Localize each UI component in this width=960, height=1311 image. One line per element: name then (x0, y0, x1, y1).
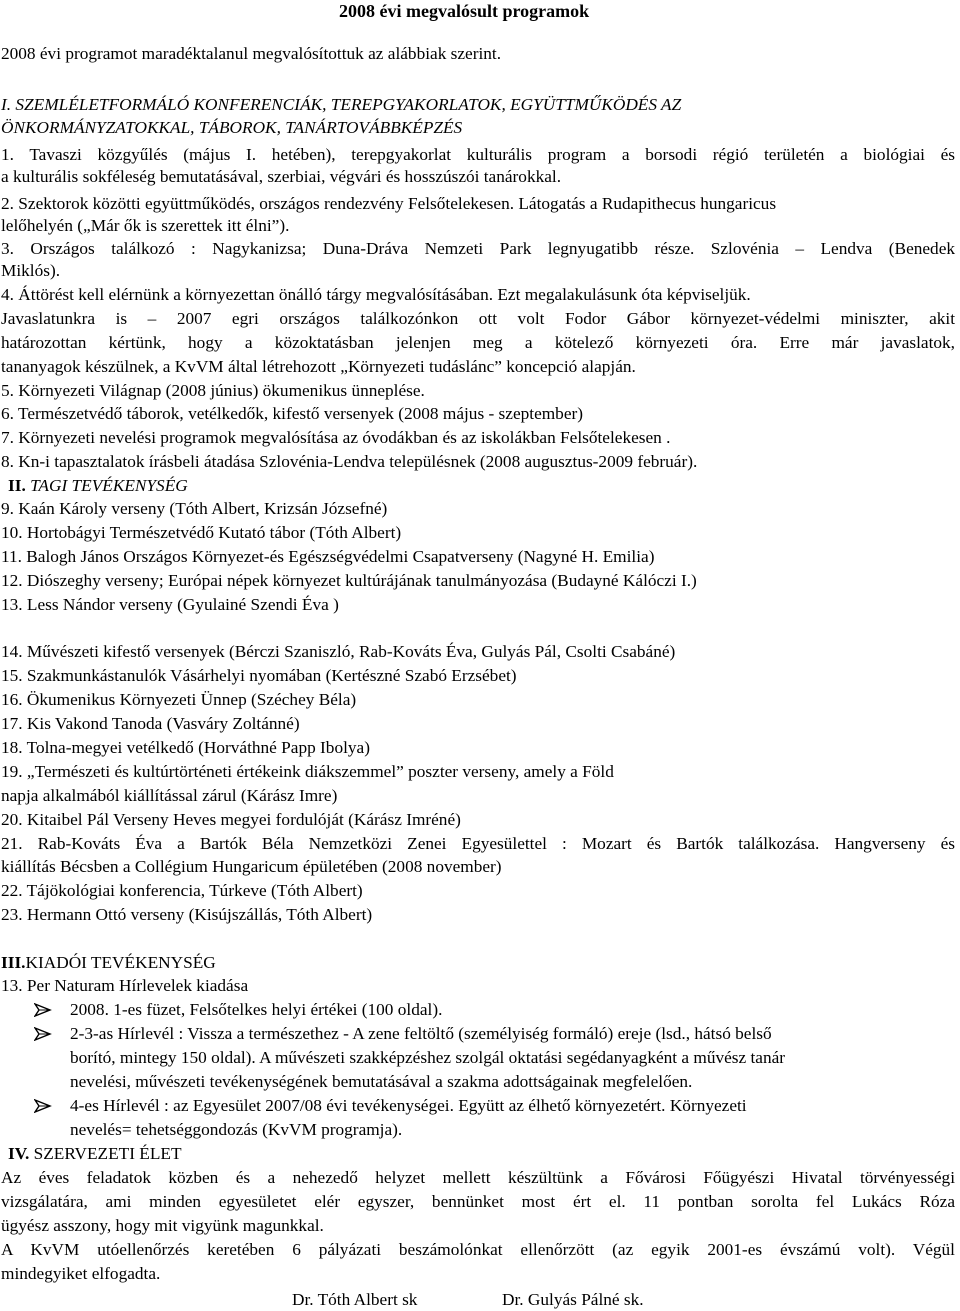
item-3-line-1: 3. Országos találkozó : Nagykanizsa; Duna-Dráva Nemzeti Park legnyugatibb része. Szlovénia – Lendva (Benedek (1, 239, 955, 258)
item-4-line-1: 4. Áttörést kell elérnünk a környezettan önálló tárgy megvalósításában. Ezt megalakulásunk óta képviseljük. (1, 285, 751, 304)
section-2-number: II. (8, 476, 26, 495)
item-19-line-2: napja alkalmából kiállítással zárul (Kárász Imre) (1, 786, 338, 805)
paragraph-1-line-3: ügyész asszony, hogy mit vigyünk magunkkal. (1, 1216, 324, 1235)
item-22: 22. Tájökológiai konferencia, Túrkeve (Tóth Albert) (1, 881, 363, 900)
item-1-line-1: 1. Tavaszi közgyűlés (május I. hetében), terepgyakorlat kulturális program a borsodi régió területén a biológiai és (1, 145, 955, 164)
item-19-line-1: 19. „Természeti és kultúrtörténeti értékeink diákszemmel” poszter verseny, amely a Föld (1, 762, 614, 781)
document-title: 2008 évi megvalósult programok (339, 1, 590, 21)
section-3-number: III. (1, 953, 26, 972)
section-4-heading (8, 1144, 182, 1164)
item-14: 14. Művészeti kifestő versenyek (Bérczi Szaniszló, Rab-Kováts Éva, Gulyás Pál, Csolti Csabáné) (1, 642, 676, 661)
item-3-line-2: Miklós). (1, 261, 61, 280)
item-4-line-2: Javaslatunkra is – 2007 egri országos találkozónkon ott volt Fodor Gábor környezet-védelmi miniszter, akit (1, 309, 955, 328)
item-12: 12. Diószeghy verseny; Európai népek környezet kultúrájának tanulmányozása (Budayné Kálóczi I.) (1, 571, 697, 590)
item-2-line-2: lelőhelyén („Már ők is szerettek itt élni”). (1, 216, 290, 235)
arrow-bullet-icon (34, 1027, 52, 1041)
item-18: 18. Tolna-megyei vetélkedő (Horváthné Papp Ibolya) (1, 738, 370, 757)
arrow-bullet-icon (34, 1003, 52, 1017)
item-11: 11. Balogh János Országos Környezet-és Egészségvédelmi Csapatverseny (Nagyné H. Emilia) (1, 547, 655, 566)
item-20: 20. Kitaibel Pál Verseny Heves megyei fordulóját (Kárász Imréné) (1, 810, 461, 829)
bullet-item-1-text: 2008. 1-es füzet, Felsőtelkes helyi értékei (100 oldal). (70, 1000, 443, 1019)
section-4-title: SZERVEZETI ÉLET (33, 1144, 182, 1163)
paragraph-2-line-2: mindegyiket elfogadta. (1, 1264, 161, 1283)
bullet-item-3-text: 4-es Hírlevél : az Egyesület 2007/08 évi tevékenységei. Együtt az élhető környezetért. Környezeti (70, 1096, 747, 1115)
section-1-heading: I. SZEMLÉLETFORMÁLÓ KONFERENCIÁK, TEREPGYAKORLATOK, EGYÜTTMŰKÖDÉS AZ (1, 95, 682, 114)
item-17: 17. Kis Vakond Tanoda (Vasváry Zoltánné) (1, 714, 300, 733)
bullet-item-2-line-3: nevelési, művészeti tevékenységének bemutatásával a szakma adottságainak megfelelően. (70, 1072, 693, 1091)
item-21-line-2: kiállítás Bécsben a Collégium Hungaricum épületében (2008 november) (1, 857, 502, 876)
section-1-heading-cont: ÖNKORMÁNYZATOKKAL, TÁBOROK, TANÁRTOVÁBBKÉPZÉS (1, 118, 463, 137)
arrow-bullet-icon (34, 1099, 52, 1113)
item-15: 15. Szakmunkástanulók Vásárhelyi nyomában (Kertészné Szabó Erzsébet) (1, 666, 517, 685)
section-3-subheading: 13. Per Naturam Hírlevelek kiadása (1, 976, 249, 995)
section-3-title: KIADÓI TEVÉKENYSÉG (25, 953, 216, 972)
paragraph-1-line-2: vizsgálatára, ami minden egyesületet elér egyszer, bennünket most ért el. 11 pontban sorolta fel Lukács Róza (1, 1192, 955, 1211)
signature-1: Dr. Tóth Albert sk (292, 1290, 418, 1309)
section-2-heading (8, 476, 188, 496)
item-8: 8. Kn-i tapasztalatok írásbeli átadása Szlovénia-Lendva településnek (2008 augusztus-2009 február). (1, 452, 698, 471)
paragraph-1-line-1: Az éves feladatok közben és a nehezedő helyzet mellett készültünk a Fővárosi Főügyészi Hivatal törvényességi (1, 1168, 955, 1187)
bullet-item-3-line-2: nevelés= tehetséggondozás (KvVM programja). (70, 1120, 403, 1139)
item-21-line-1: 21. Rab-Kováts Éva a Bartók Béla Nemzetközi Zenei Egyesülettel : Mozart és Bartók találkozása. Hangverseny és (1, 834, 955, 853)
paragraph-2-line-1: A KvVM utóellenőrzés keretében 6 pályázati beszámolónkat ellenőrzött (az egyik 2001-es évszámú volt). Végül (1, 1240, 955, 1259)
item-5: 5. Környezeti Világnap (2008 június) ökumenikus ünneplése. (1, 381, 425, 400)
item-2-line-1: 2. Szektorok közötti együttműködés, országos rendezvény Felsőtelekesen. Látogatás a Rudapithecus hungaricus (1, 194, 777, 213)
bullet-item-2-text: 2-3-as Hírlevél : Vissza a természethez - A zene feltöltő (személyiség formáló) ereje (lsd., hátsó belső (70, 1024, 772, 1043)
item-4-line-4: tananyagok készülnek, a KvVM által létrehozott „Környezeti tudáslánc” koncepció alapján. (1, 357, 636, 376)
item-1-line-2: a kulturális sokféleség bemutatásával, szerbiai, végvári és hosszúszói tanárokkal. (1, 167, 562, 186)
item-9: 9. Kaán Károly verseny (Tóth Albert, Krizsán Józsefné) (1, 499, 388, 518)
signature-2: Dr. Gulyás Pálné sk. (502, 1290, 644, 1309)
item-23: 23. Hermann Ottó verseny (Kisújszállás, Tóth Albert) (1, 905, 373, 924)
section-3-heading (1, 953, 216, 973)
item-16: 16. Ökumenikus Környezeti Ünnep (Széchey Béla) (1, 690, 357, 709)
item-7: 7. Környezeti nevelési programok megvalósítása az óvodákban és az iskolákban Felsőtelekesen . (1, 428, 671, 447)
section-2-title: TAGI TEVÉKENYSÉG (30, 476, 188, 495)
section-4-number: IV. (8, 1144, 30, 1163)
intro-text: 2008 évi programot maradéktalanul megvalósítottuk az alábbiak szerint. (1, 44, 502, 63)
bullet-item-2-line-2: borító, mintegy 150 oldal). A művészeti szakképzéshez szolgál oktatási segédanyagként a művész tanár (70, 1048, 786, 1067)
item-10: 10. Hortobágyi Természetvédő Kutató tábor (Tóth Albert) (1, 523, 402, 542)
item-4-line-3: határozottan kértünk, hogy a közoktatásban jelenjen meg a kötelező környezeti óra. Erre már javaslatok, (1, 333, 955, 352)
item-13: 13. Less Nándor verseny (Gyulainé Szendi Éva ) (1, 595, 339, 614)
item-6: 6. Természetvédő táborok, vetélkedők, kifestő versenyek (2008 május - szeptember) (1, 404, 584, 423)
